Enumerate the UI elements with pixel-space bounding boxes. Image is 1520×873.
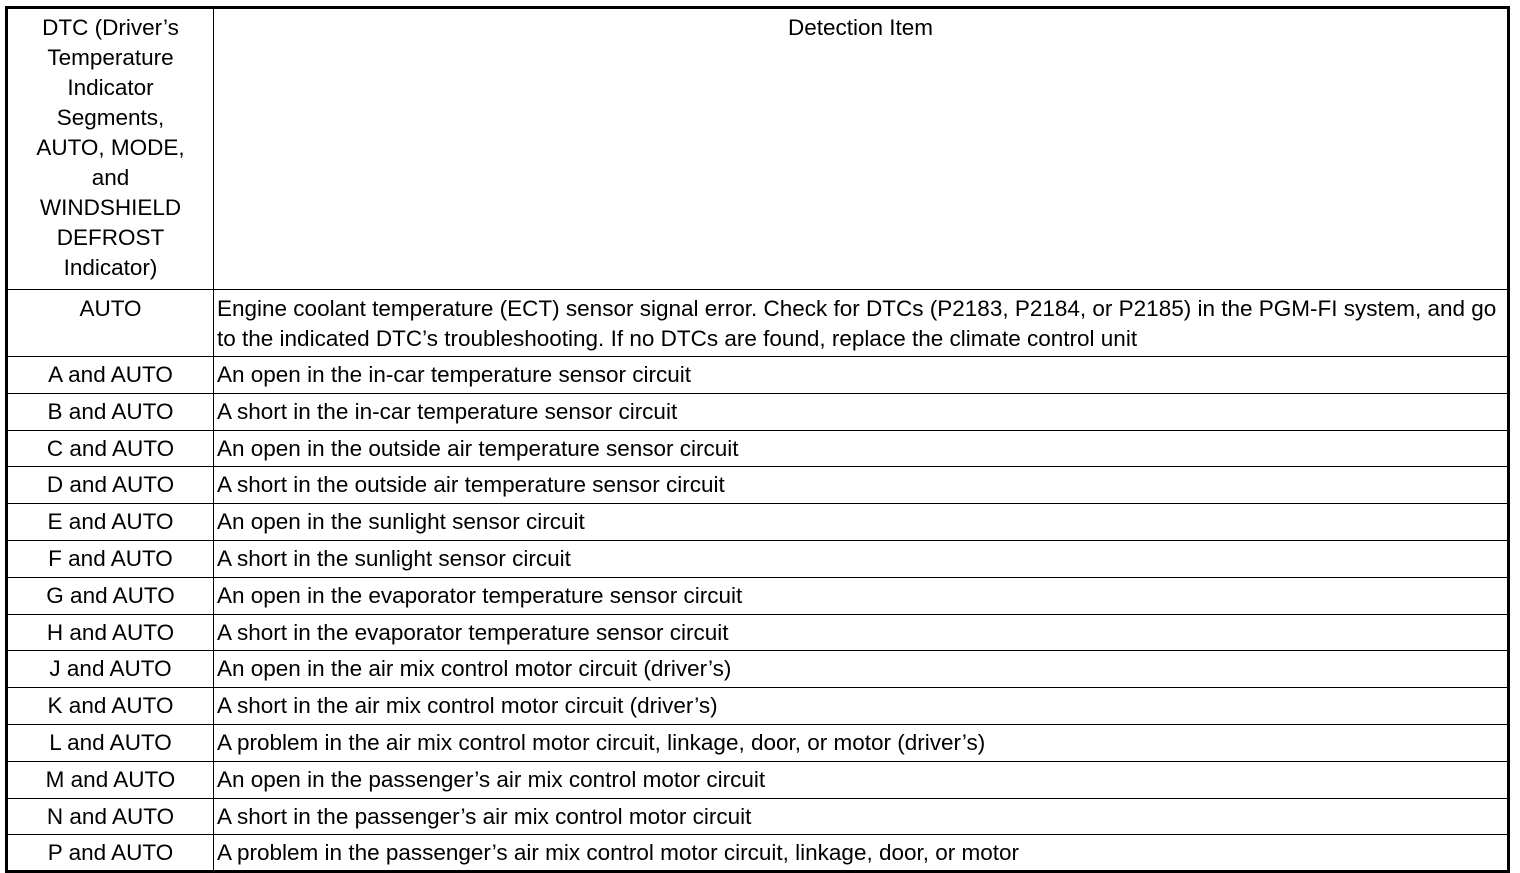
- table-row: [7, 430, 1509, 467]
- dtc-code: G and AUTO: [7, 577, 214, 614]
- table-row: [7, 835, 1509, 872]
- dtc-code: K and AUTO: [7, 688, 214, 725]
- table-row: [7, 614, 1509, 651]
- detection-item: An open in the passenger’s air mix control motor circuit: [214, 761, 1509, 798]
- detection-item: A short in the in-car temperature sensor circuit: [214, 393, 1509, 430]
- dtc-code: A and AUTO: [7, 357, 214, 394]
- header-dtc: DTC (Driver’s Temperature Indicator Segments, AUTO, MODE, and WINDSHIELD DEFROST Indicator): [7, 8, 214, 290]
- detection-item: A problem in the air mix control motor circuit, linkage, door, or motor (driver’s): [214, 724, 1509, 761]
- dtc-code: P and AUTO: [7, 835, 214, 872]
- detection-item: An open in the evaporator temperature sensor circuit: [214, 577, 1509, 614]
- dtc-code: J and AUTO: [7, 651, 214, 688]
- dtc-code: D and AUTO: [7, 467, 214, 504]
- detection-item: A problem in the passenger’s air mix control motor circuit, linkage, door, or motor: [214, 835, 1509, 872]
- table-row: [7, 467, 1509, 504]
- table-row: [7, 688, 1509, 725]
- dtc-code: M and AUTO: [7, 761, 214, 798]
- header-row: [7, 8, 1509, 290]
- table-row: [7, 798, 1509, 835]
- table-row: [7, 504, 1509, 541]
- dtc-code: E and AUTO: [7, 504, 214, 541]
- dtc-code: N and AUTO: [7, 798, 214, 835]
- table-row: [7, 724, 1509, 761]
- dtc-code: F and AUTO: [7, 540, 214, 577]
- dtc-code: L and AUTO: [7, 724, 214, 761]
- table-body: [7, 290, 1509, 872]
- dtc-code: AUTO: [7, 290, 214, 357]
- dtc-code: B and AUTO: [7, 393, 214, 430]
- dtc-code: C and AUTO: [7, 430, 214, 467]
- table-row: [7, 577, 1509, 614]
- detection-item: A short in the outside air temperature sensor circuit: [214, 467, 1509, 504]
- detection-item: A short in the passenger’s air mix control motor circuit: [214, 798, 1509, 835]
- table-row: [7, 357, 1509, 394]
- header-detection-item: Detection Item: [214, 8, 1509, 290]
- detection-item: Engine coolant temperature (ECT) sensor signal error. Check for DTCs (P2183, P2184, or P2185) in the PGM-FI system, and go to the indicated DTC’s troubleshooting. If no DTCs are found, replace the climate control unit: [214, 290, 1509, 357]
- detection-item: An open in the in-car temperature sensor circuit: [214, 357, 1509, 394]
- detection-item: An open in the air mix control motor circuit (driver’s): [214, 651, 1509, 688]
- detection-item: An open in the sunlight sensor circuit: [214, 504, 1509, 541]
- table-row: [7, 540, 1509, 577]
- detection-item: A short in the evaporator temperature sensor circuit: [214, 614, 1509, 651]
- detection-item: An open in the outside air temperature sensor circuit: [214, 430, 1509, 467]
- detection-item: A short in the sunlight sensor circuit: [214, 540, 1509, 577]
- table-row: [7, 651, 1509, 688]
- table-row: [7, 290, 1509, 357]
- detection-item: A short in the air mix control motor circuit (driver’s): [214, 688, 1509, 725]
- table-row: [7, 761, 1509, 798]
- dtc-table: [5, 6, 1510, 873]
- table-header: [7, 8, 1509, 290]
- table-row: [7, 393, 1509, 430]
- dtc-code: H and AUTO: [7, 614, 214, 651]
